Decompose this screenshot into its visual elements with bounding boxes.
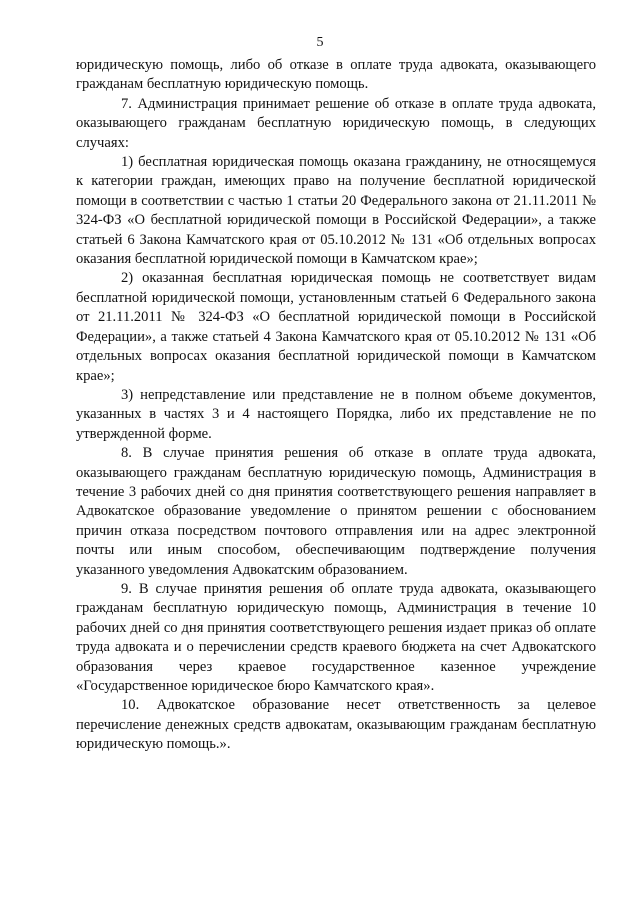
paragraph-item-10: 10. Адвокатское образование несет ответственность за целевое перечисление денежных средств адвокатам, оказывающим гражданам бесплатную юридическую помощь.».: [76, 697, 596, 753]
page-number: 5: [316, 35, 324, 50]
paragraph-continuation: юридическую помощь, либо об отказе в оплате труда адвоката, оказывающего гражданам бесплатную юридическую помощь.: [76, 57, 596, 93]
paragraph-item-7: 7. Администрация принимает решение об отказе в оплате труда адвоката, оказывающего гражданам бесплатную юридическую помощь, в следующих случаях:: [76, 95, 596, 151]
paragraph-item-8: 8. В случае принятия решения об отказе в оплате труда адвоката, оказывающего гражданам бесплатную юридическую помощь, Администрация в течение 3 рабочих дней со дня принятия соответствующего решения направляет в Адвокатское образование уведомление о принятом решении с обоснованием причин отказа посредством почтового отправления или на адрес электронной почты или иным способом, обеспечивающим подтверждение получения указанного уведомления Адвокатским образованием.: [76, 445, 596, 578]
document-body: [76, 56, 596, 755]
paragraph-subitem-1: 1) бесплатная юридическая помощь оказана гражданину, не относящемуся к категории граждан, имеющих право на получение бесплатной юридической помощи в соответствии с частью 1 статьи 20 Федерального закона от 21.11.2011 № 324-ФЗ «О бесплатной юридической помощи в Российской Федерации», а также статьей 6 Закона Камчатского края от 05.10.2012 № 131 «Об отдельных вопросах оказания бесплатной юридической помощи в Камчатском крае»;: [76, 154, 596, 268]
paragraph-subitem-3: 3) непредставление или представление не в полном объеме документов, указанных в частях 3 и 4 настоящего Порядка, либо их представление не по утвержденной форме.: [76, 386, 596, 442]
paragraph-subitem-2: 2) оказанная бесплатная юридическая помощь не соответствует видам бесплатной юридической помощи, установленным статьей 6 Федерального закона от 21.11.2011 № 324-ФЗ «О бесплатной юридической помощи в Российской Федерации», а также статьей 4 Закона Камчатского края от 05.10.2012 № 131 «Об отдельных вопросах оказания бесплатной юридической помощи в Камчатском крае»;: [76, 270, 596, 384]
paragraph-item-9: 9. В случае принятия решения об оплате труда адвоката, оказывающего гражданам бесплатную юридическую помощь, Администрация в течение 10 рабочих дней со дня принятия соответствующего решения издает приказ об оплате труда адвоката и о перечислении средств краевого бюджета на счет Адвокатского образования через краевое государственное казенное учреждение «Государственное юридическое бюро Камчатского края».: [76, 580, 596, 694]
